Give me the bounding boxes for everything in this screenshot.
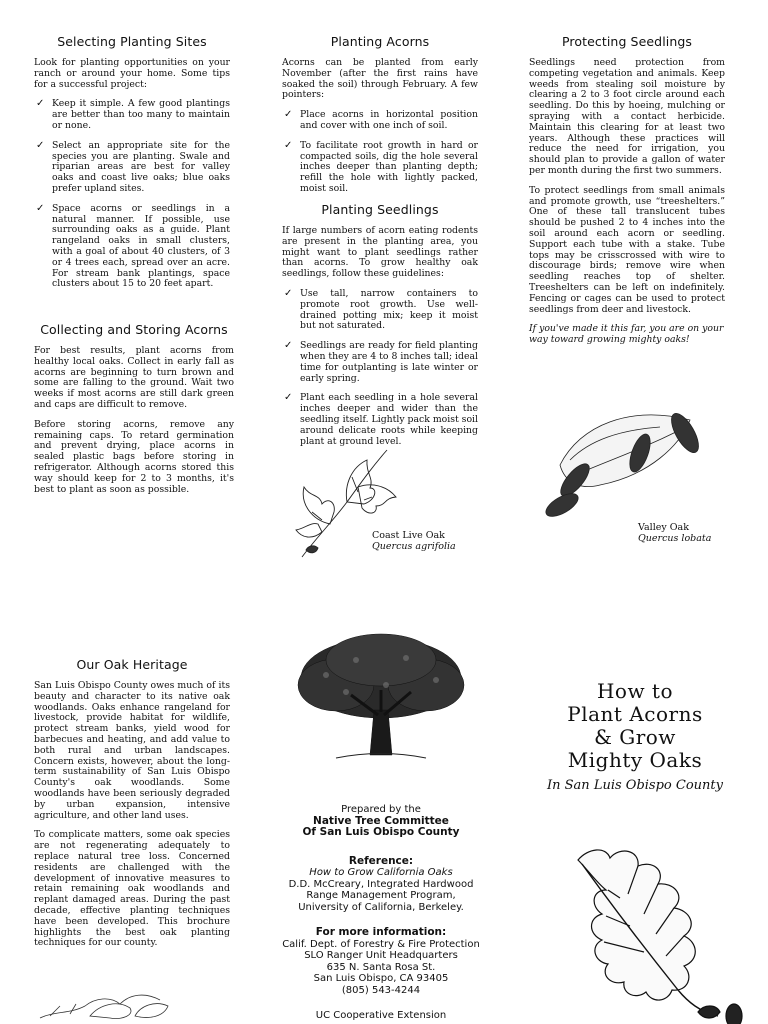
committee-line-2: Of San Luis Obispo County [302,826,460,838]
list-item: ✓ Select an appropriate site for the species you are planting. Swale and riparian areas are best for valley oaks and coast live oaks; blue oaks prefer upland sites. [34,141,230,195]
prepared-by: Prepared by the [341,804,421,815]
reference-line: University of California, Berkeley. [298,901,464,913]
heritage-paragraph-1: San Luis Obispo County owes much of its beauty and character to its native oak woodlands. Oaks enhance rangeland for livestock, provide habitat for wildlife, protect stream banks, yield wood for barbecues and heating, and add value to both rural and urban landscapes. Concern exists, however, about the long-term sustainability of San Luis Obispo County's oak woodlands. Some woodlands have been seriously degraded by urban expansion, intensive agriculture, and other land uses. [34,680,230,821]
list-item: ✓ Place acorns in horizontal position and cover with one inch of soil. [282,110,478,132]
info-line: 635 N. Santa Rosa St. [326,961,436,973]
acorns-intro: Acorns can be planted from early November (after the first rains have soaked the soil) through February. A few pointers: [282,57,478,101]
title-line: Plant Acorns [567,702,703,726]
leaf-sketch-illustration [40,986,170,1022]
heading-planting-seedlings: Planting Seedlings [321,202,439,217]
valley-common-name: Valley Oak [638,522,689,533]
heading-protecting: Protecting Seedlings [561,34,693,49]
list-item: ✓ Use tall, narrow containers to promote root growth. Use well-drained potting mix; keep it moist but not saturated. [282,289,478,332]
sites-intro: Look for planting opportunities on your ranch or around your home. Some tips for a successful project: [34,57,230,90]
heading-oak-heritage: Our Oak Heritage [76,657,188,672]
committee-line-1: Native Tree Committee [313,814,449,827]
oak-leaf-illustration [548,840,748,1024]
protecting-paragraph-2: To protect seedlings from small animals and promote growth, use “treeshelters.” One of these tall translucent tubes should be pushed 2 to 4 inches into the soil around each acorn or seedling. Support each tube with a stake. Tube tops may be crisscrossed with wire to discourage birds; remove wire when seedling reaches top of shelter. Treeshelters can be left on indefinitely. Fencing or cages can be used to protect seedlings from deer and livestock. [529,184,725,315]
section-collecting [34,322,234,504]
coast-scientific-name: Quercus agrifolia [372,541,456,552]
valley-scientific-name: Quercus lobata [638,533,712,544]
coast-live-oak-caption [372,530,456,552]
title-line: Mighty Oaks [567,748,703,772]
cover-subtitle: In San Luis Obispo County [547,778,723,793]
list-item: ✓ To facilitate root growth in hard or compacted soils, dig the hole several inches deeper than planting depth; refill the hole with lightly packed, moist soil. [282,141,478,195]
oak-tree-illustration [296,630,466,770]
heading-planting-acorns: Planting Acorns [330,34,430,49]
info-line: San Luis Obispo, CA 93405 [313,973,449,984]
list-item: ✓ Keep it simple. A few good plantings are better than too many to maintain or none. [34,99,230,131]
heritage-paragraph-2: To complicate matters, some oak species are not regenerating adequately to replace natural tree loss. Concerned residents are challenged with the development of innovative measures to retain remaining oak woodlands and replant damaged areas. During the past decade, effective planting techniques have been developed. This brochure highlights the best oak planting techniques for our county. [34,829,230,949]
sites-list [34,99,230,290]
section-planting-acorns [282,34,478,204]
list-item: ✓ Plant each seedling in a hole several inches deeper and wider than the seedling itself. Lightly pack moist soil around delicate roots while keeping plant at ground level. [282,393,478,447]
section-selecting-sites [34,34,230,299]
section-planting-seedlings [282,202,478,456]
protecting-closing: If you've made it this far, you are on your way toward growing mighty oaks! [529,323,724,346]
reference-line: D.D. McCreary, Integrated Hardwood [288,878,474,890]
heading-selecting-sites: Selecting Planting Sites [57,34,207,49]
section-protecting [529,34,725,355]
cover-title [530,680,740,772]
info-line: Calif. Dept. of Forestry & Fire Protection [282,938,480,950]
valley-oak-caption [638,522,711,544]
valley-oak-acorns-illustration [540,405,720,525]
credits-block [270,804,492,1022]
title-line: How to [596,679,674,703]
info-line: (805) 543-4244 [341,984,421,996]
reference-line: Range Management Program, [306,890,456,901]
heading-collecting: Collecting and Storing Acorns [40,322,228,337]
list-item: ✓ Space acorns or seedlings in a natural manner. If possible, use surrounding oaks as a guide. Plant rangeland oaks in small clusters, with a goal of about 40 clusters, of 3 or 4 trees each, spread over an acre. For stream bank plantings, space clusters about 15 to 20 feet apart. [34,204,230,290]
collecting-paragraph-2: Before storing acorns, remove any remaining caps. To retard germination and prevent drying, place acorns in sealed plastic bags before storing in refrigerator. Although acorns stored this way should keep for 2 to 3 months, it's best to plant as soon as possible. [34,418,234,495]
seedlings-intro: If large numbers of acorn eating rodents are present in the planting area, you might want to plant seedlings rather than acorns. To grow healthy oak seedlings, follow these guidelines: [282,225,478,280]
coast-common-name: Coast Live Oak [372,530,445,541]
info-heading: For more information: [315,926,447,938]
protecting-paragraph-1: Seedlings need protection from competing vegetation and animals. Keep weeds from stealing soil moisture by clearing a 2 to 3 foot circle around each seedling. Do this by hoeing, mulching or spraying with a contact herbicide. Maintain this clearing for at least two years. Although these practices will reduce the need for irrigation, you should plan to provide a gallon of water per month during the first two summers. [529,57,725,176]
section-oak-heritage [34,657,230,958]
list-item: ✓ Seedlings are ready for field planting when they are 4 to 8 inches tall; ideal time for outplanting is late winter or early spring. [282,341,478,384]
reference-title: How to Grow California Oaks [309,867,453,878]
title-line: & Grow [594,725,676,749]
acorns-list [282,110,478,195]
seedlings-list [282,289,478,447]
info-line: SLO Ranger Unit Headquarters [304,950,458,961]
collecting-paragraph-1: For best results, plant acorns from healthy local oaks. Collect in early fall as acorns are beginning to turn brown and some are falling to the ground. Wait two weeks if most acorns are still dark green and caps are difficult to remove. [34,345,234,410]
extension-line: UC Cooperative Extension [315,1010,447,1021]
reference-heading: Reference: [348,854,414,867]
